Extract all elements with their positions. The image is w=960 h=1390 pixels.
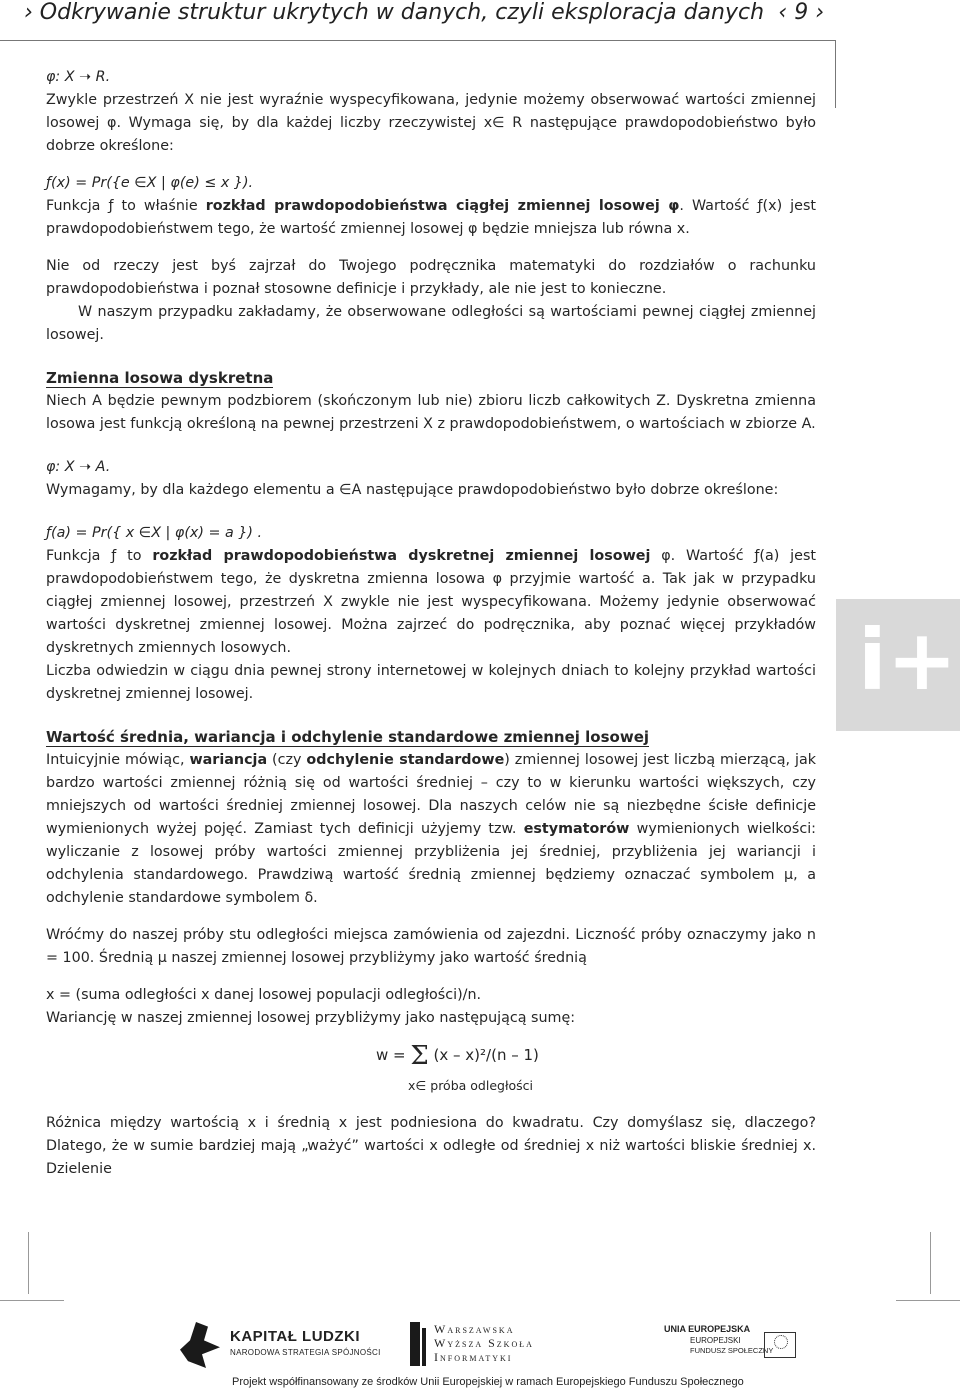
paragraph: Nie od rzeczy jest byś zajrzał do Twojego podręcznika matematyki do rozdziałów o rachunku prawdopodobieństwa i poznał stosowne definicje i przykłady, ale nie jest to konieczne.: [46, 258, 816, 297]
formula-variance: w = Σ (x – x)²/(n – 1) x∈ próba odległości: [46, 1038, 816, 1098]
eu-flag-icon: [764, 1332, 796, 1358]
paragraph: Funkcja ƒ to właśnie rozkład prawdopodobieństwa ciągłej zmiennej losowej φ. Wartość ƒ(x) jest prawdopodobieństwem tego, że wartość zmiennej losowej φ będzie mniejsza lub równa x.: [46, 198, 817, 237]
sigma-symbol: Σ: [410, 1041, 429, 1071]
header-rule: [0, 40, 836, 41]
term-discrete-distribution: rozkład prawdopodobieństwa dyskretnej zmiennej losowej: [152, 548, 651, 564]
crop-mark: [28, 1232, 29, 1294]
formula-mean: x = (suma odległości x danej losowej populacji odległości)/n.: [46, 987, 482, 1003]
paragraph: Intuicyjnie mówiąc, wariancja (czy odchylenie standardowe) zmiennej losowej jest liczbą mierzącą, jak bardzo wartości zmiennej różnią się od wartości średniej – czy to w kierunku wartości większych, czy mniejszych od wartości średniej zmiennej losowej. Dla naszych celów nie są niezbędne ścisłe definicje wymienionych wyżej pojęć. Zamiast tych definicji użyjemy tzw. estymatorów wymienionych wielkości: wyliczanie z losowej próby wartości zmiennej przybliżenia jej średniej, przybliżenia jej wariancji i odchylenia standardowego. Prawdziwą wartość średnią zmiennej będziemy oznaczać symbolem μ, a odchylenie standardowe symbolem δ.: [46, 752, 817, 906]
formula-phi-x-a: φ: X ➝ A.: [46, 459, 111, 475]
header-rule-vertical: [835, 40, 836, 108]
page-content: [46, 66, 816, 1181]
term-continuous-distribution: rozkład prawdopodobieństwa ciągłej zmiennej losowej φ: [205, 198, 680, 214]
running-header: [24, 0, 824, 30]
formula-f-x: ƒ(x) = Pr({e ∈X | φ(e) ≤ x }).: [46, 175, 254, 191]
kapital-ludzki-logo: KAPITAŁ LUDZKI NARODOWA STRATEGIA SPÓJNOŚCI: [180, 1320, 380, 1370]
header-title: › Odkrywanie struktur ukrytych w danych, czyli eksploracja danych: [24, 0, 765, 25]
crop-mark: [896, 1300, 960, 1301]
eu-logo: UNIA EUROPEJSKA EUROPEJSKI FUNDUSZ SPOŁECZNY: [664, 1316, 794, 1366]
paragraph: Liczba odwiedzin w ciągu dnia pewnej strony internetowej w kolejnych dniach to kolejny przykład wartości dyskretnej zmiennej losowej.: [46, 663, 816, 702]
page-number: ‹ 9 ›: [778, 0, 824, 25]
paragraph: Wróćmy do naszej próby stu odległości miejsca zamówienia od zajezdni. Liczność próby oznaczymy jako n = 100. Średnią μ naszej zmiennej losowej przybliżymy jako wartość średnią: [46, 927, 816, 966]
sum-subscript: x∈ próba odległości: [408, 1078, 534, 1093]
paragraph: Różnica między wartością x i średnią x jest podniesiona do kwadratu. Czy domyślasz się, dlaczego? Dlatego, że w sumie bardziej mają „ważyć” wartości x odległe od średniej x niż wartości bliskie średniej x. Dzielenie: [46, 1115, 816, 1177]
footer-logos: [0, 1310, 960, 1390]
formula-f-a: ƒ(a) = Pr({ x ∈X | φ(x) = a }) .: [46, 525, 263, 541]
paragraph: Zwykle przestrzeń X nie jest wyraźnie wyspecyfikowana, jedynie możemy obserwować wartości zmiennej losowej φ. Wymaga się, by dla każdej liczby rzeczywistej x∈ R następujące prawdopodobieństwo było dobrze określone:: [46, 92, 816, 154]
paragraph: Wymagamy, by dla każdego elementu a ∈A następujące prawdopodobieństwo było dobrze określone:: [46, 482, 779, 498]
wws-logo: Warszawska Wyższa Szkoła Informatyki: [410, 1322, 610, 1372]
section-heading: Wartość średnia, wariancja i odchylenie standardowe zmiennej losowej: [46, 728, 650, 746]
funding-note: Projekt współfinansowany ze środków Unii Europejskiej w ramach Europejskiego Funduszu Społecznego: [232, 1376, 744, 1388]
paragraph: W naszym przypadku zakładamy, że obserwowane odległości są wartościami pewnej ciągłej zmiennej losowej.: [46, 304, 816, 343]
section-heading: Zmienna losowa dyskretna: [46, 369, 274, 387]
crop-mark: [930, 1232, 931, 1294]
paragraph: Wariancję w naszej zmiennej losowej przybliżymy jako następującą sumę:: [46, 1010, 576, 1026]
paragraph: Funkcja ƒ to rozkład prawdopodobieństwa dyskretnej zmiennej losowej φ. Wartość ƒ(a) jest prawdopodobieństwem tego, że dyskretna zmienna losowa φ przyjmie wartość a. Tak jak w przypadku ciągłej zmiennej losowej, przestrzeń X zwykle nie jest wyspecyfikowana. Możemy jedynie obserwować wartości dyskretnej zmiennej losowej. Można zajrzeć do podręcznika, aby poznać więcej przykładów dyskretnych zmiennych losowych.: [46, 548, 817, 656]
i-plus-sidebar-icon: i+: [836, 599, 960, 731]
crop-mark: [0, 1300, 64, 1301]
formula-phi-x-r: φ: X ➝ R.: [46, 69, 111, 85]
paragraph: Niech A będzie pewnym podzbiorem (skończonym lub nie) zbioru liczb całkowitych Z. Dyskretna zmienna losowa jest funkcją określoną na pewnej przestrzeni X z prawdopodobieństwem, o wartościach w zbiorze A.: [46, 393, 816, 432]
